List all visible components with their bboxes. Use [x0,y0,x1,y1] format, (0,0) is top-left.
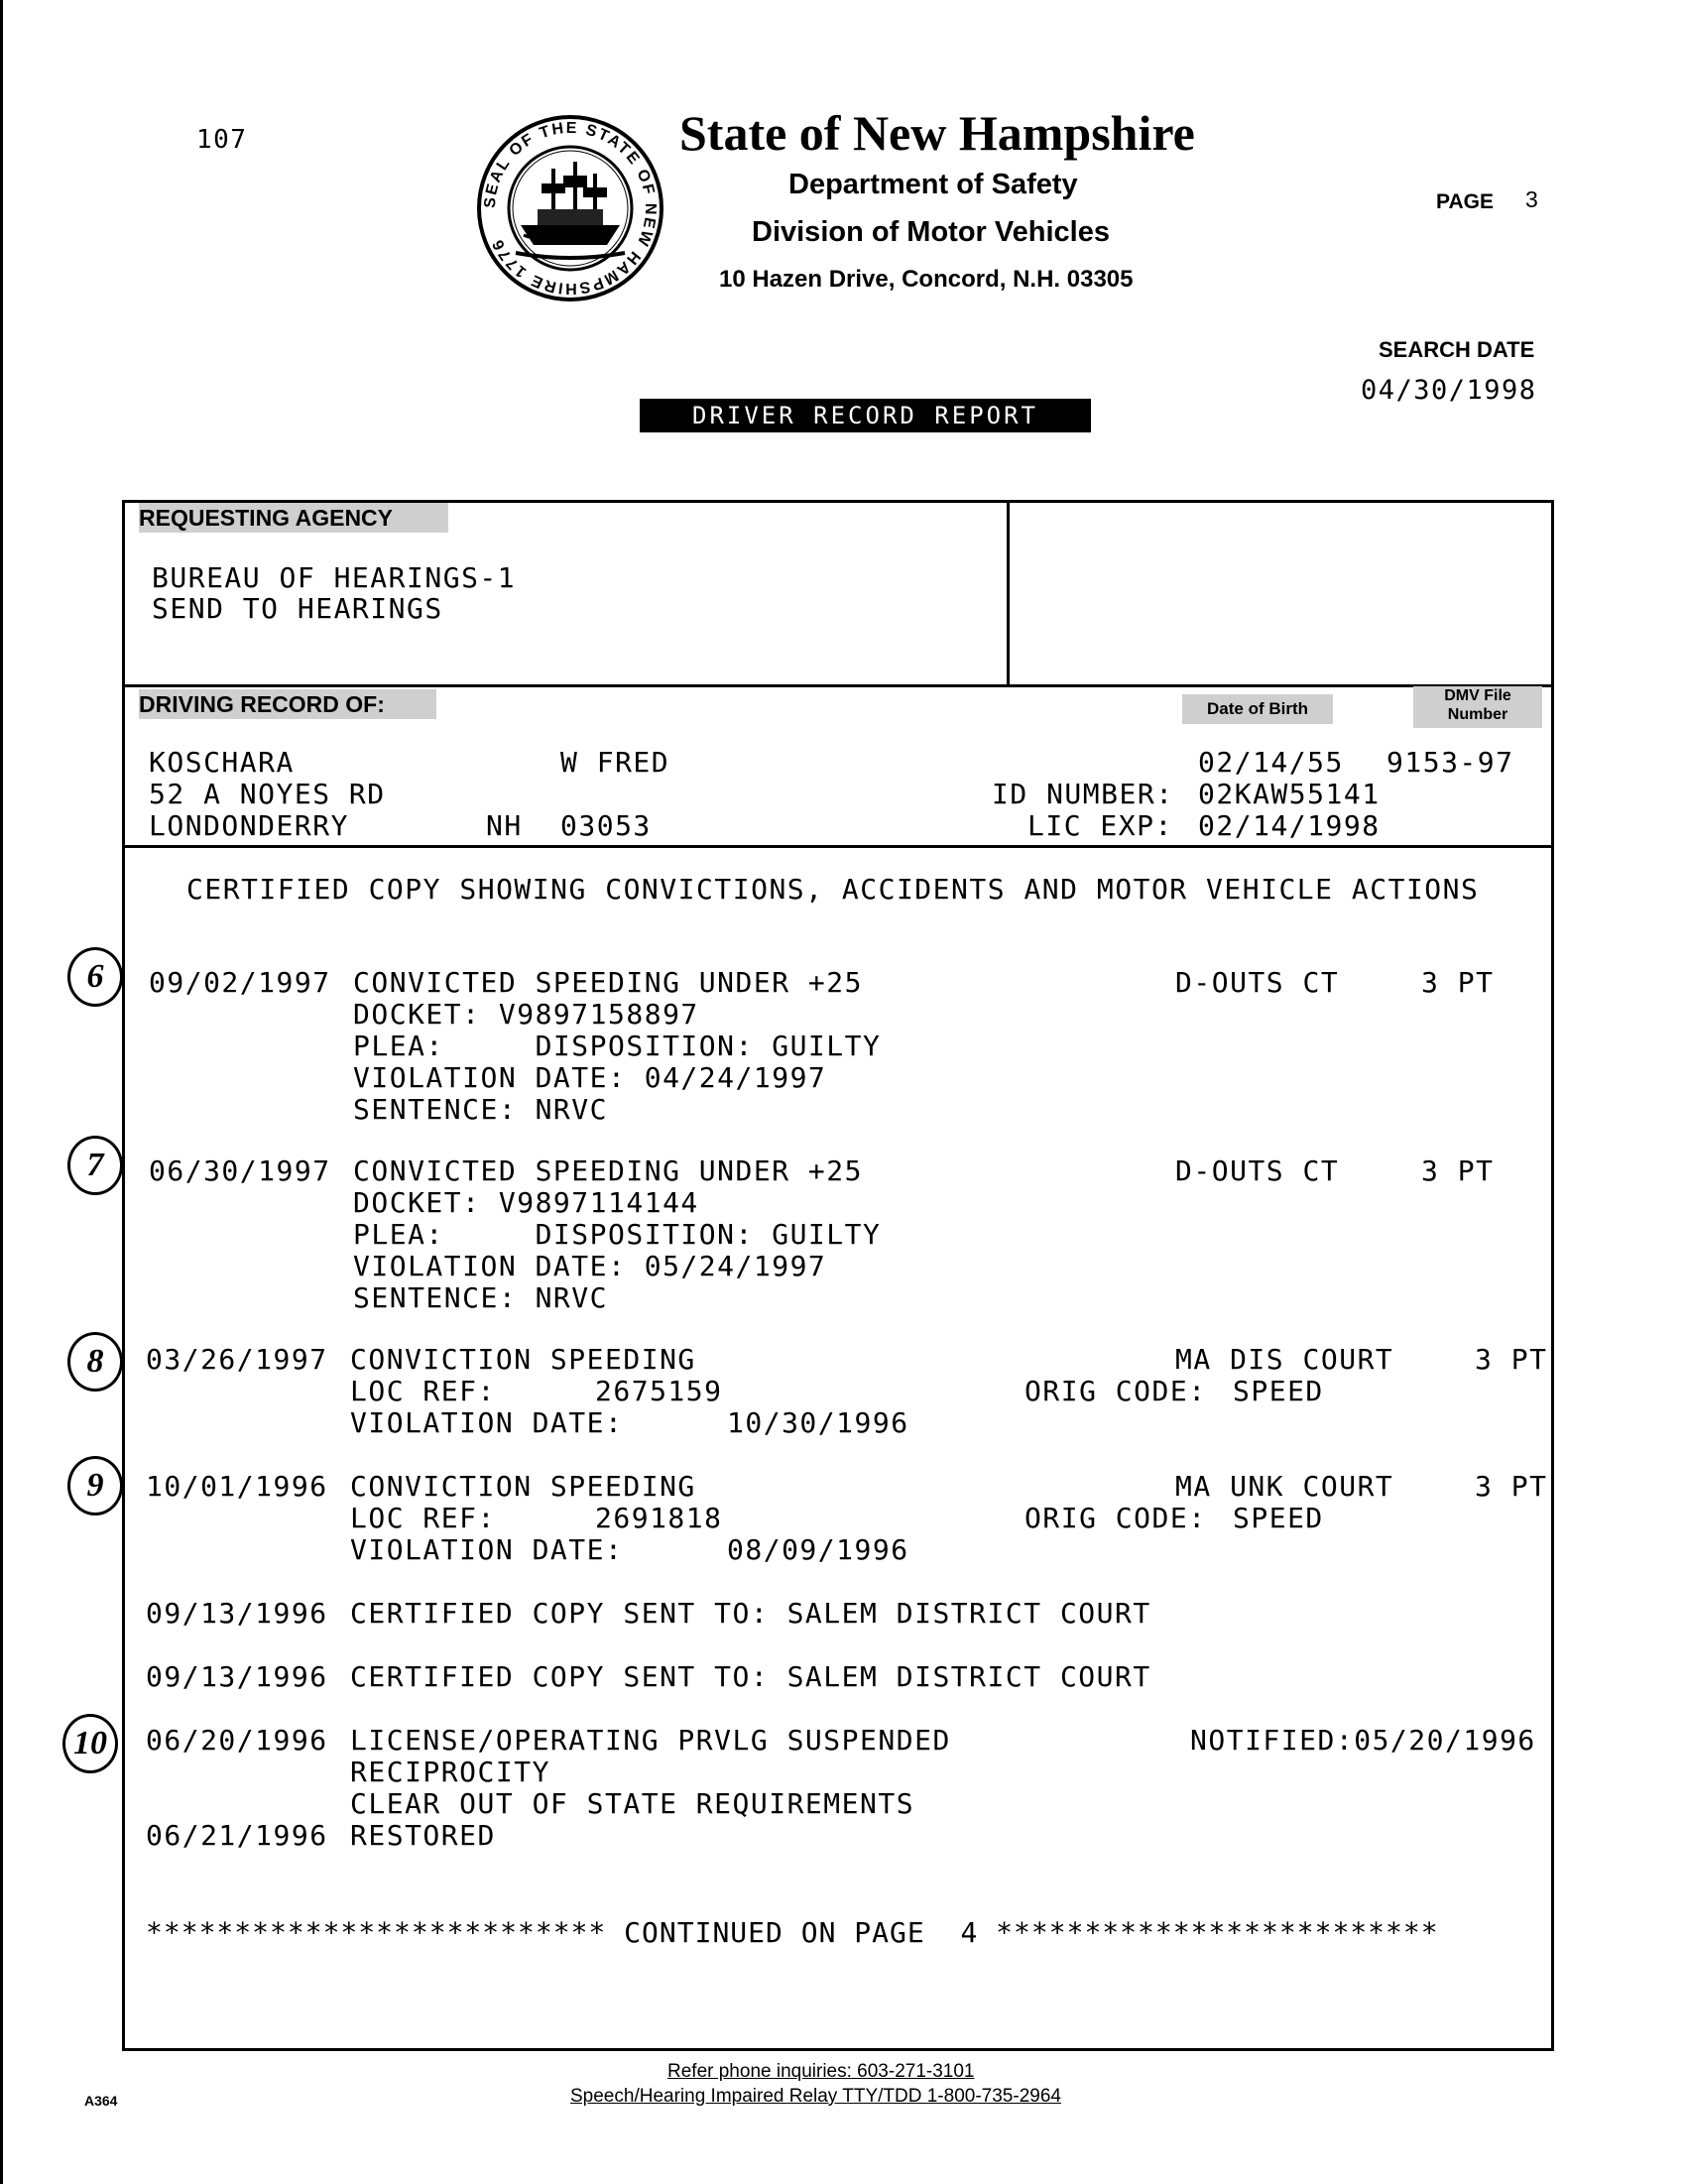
driver-last-name: KOSCHARA [149,746,295,779]
certified-copy-heading: CERTIFIED COPY SHOWING CONVICTIONS, ACCIDENTS AND MOTOR VEHICLE ACTIONS [186,873,1480,906]
driver-first-name: W FRED [560,746,670,779]
id-number: 02KAW55141 [1198,778,1381,810]
entry-docket: DOCKET: V9897114144 [353,1186,699,1219]
entry-points: 3 PT [1475,1343,1548,1376]
agency-address: 10 Hazen Drive, Concord, N.H. 03305 [719,266,1134,293]
driver-state: NH [486,809,523,842]
driver-file-number: 9153-97 [1386,746,1514,779]
violation-date: 10/30/1996 [727,1406,909,1439]
restored-date: 06/21/1996 [146,1819,328,1852]
division-name: Division of Motor Vehicles [752,216,1110,248]
restored-text: RESTORED [350,1819,496,1852]
phone-inquiries: Refer phone inquiries: 603-271-3101 [667,2061,975,2082]
entry-violation-date: VIOLATION DATE: 04/24/1997 [353,1061,827,1094]
section-divider-2 [122,845,1554,848]
dmv-file-label: DMV File Number [1413,686,1542,728]
agency-line-2: SEND TO HEARINGS [152,592,443,625]
lic-exp: 02/14/1998 [1198,809,1381,842]
entry-docket: DOCKET: V9897158897 [353,998,699,1031]
relay-info: Speech/Hearing Impaired Relay TTY/TDD 1-800-735-2964 [570,2086,1061,2107]
suspension-notified: NOTIFIED:05/20/1996 [1190,1724,1536,1757]
handwritten-mark: 8 [67,1332,123,1392]
state-seal-icon [476,114,664,303]
entry-plea: PLEA: DISPOSITION: GUILTY [353,1030,882,1062]
page-number: 3 [1525,186,1538,212]
suspension-date: 06/20/1996 [146,1724,328,1757]
search-date: 04/30/1998 [1361,375,1537,406]
orig-code: SPEED [1233,1375,1324,1407]
agency-divider [1007,500,1010,684]
section-divider-1 [122,684,1554,687]
department-name: Department of Safety [788,169,1078,200]
form-code: A364 [84,2093,118,2109]
orig-code-label: ORIG CODE: [1024,1502,1207,1534]
page-edge [0,0,3,2184]
entry-court: MA DIS COURT [1175,1343,1394,1376]
entry-court: D-OUTS CT [1175,1154,1340,1187]
orig-code-label: ORIG CODE: [1024,1375,1207,1407]
dob-label: Date of Birth [1182,694,1333,724]
driver-street: 52 A NOYES RD [149,778,386,810]
handwritten-mark: 7 [67,1136,123,1195]
suspension-requirement: CLEAR OUT OF STATE REQUIREMENTS [350,1787,915,1820]
entry-date: 03/26/1997 [146,1343,328,1376]
report-title-banner: DRIVER RECORD REPORT [640,399,1091,432]
agency-line-1: BUREAU OF HEARINGS-1 [152,561,517,594]
loc-ref-label: LOC REF: [350,1502,496,1534]
requesting-agency-label: REQUESTING AGENCY [139,503,448,533]
entry-sentence: SENTENCE: NRVC [353,1093,609,1126]
entry-date: 10/01/1996 [146,1470,328,1503]
suspension-text: LICENSE/OPERATING PRVLG SUSPENDED [350,1724,951,1757]
svg-text:SEAL OF THE STATE OF NEW HAMPS: SEAL OF THE STATE OF NEW HAMPSHIRE 1776 [481,119,660,298]
orig-code: SPEED [1233,1502,1324,1534]
entry-description: CONVICTION SPEEDING [350,1470,696,1503]
copy-sent-date: 09/13/1996 [146,1660,328,1693]
handwritten-mark: 6 [67,947,123,1007]
violation-date-label: VIOLATION DATE: [350,1406,624,1439]
entry-court: D-OUTS CT [1175,966,1340,999]
page-reference-number: 107 [196,125,248,155]
loc-ref-label: LOC REF: [350,1375,496,1407]
loc-ref: 2675159 [595,1375,723,1407]
entry-points: 3 PT [1475,1470,1548,1503]
continued-line: ************************** CONTINUED ON PAGE 4 ************************* [146,1916,1439,1949]
loc-ref: 2691818 [595,1502,723,1534]
copy-sent-text: CERTIFIED COPY SENT TO: SALEM DISTRICT COURT [350,1660,1151,1693]
violation-date: 08/09/1996 [727,1533,909,1566]
entry-points: 3 PT [1421,966,1495,999]
violation-date-label: VIOLATION DATE: [350,1533,624,1566]
entry-plea: PLEA: DISPOSITION: GUILTY [353,1218,882,1251]
state-title: State of New Hampshire [679,105,1195,161]
suspension-reason: RECIPROCITY [350,1756,550,1788]
entry-date: 06/30/1997 [149,1154,331,1187]
entry-sentence: SENTENCE: NRVC [353,1281,609,1314]
entry-points: 3 PT [1421,1154,1495,1187]
handwritten-mark: 10 [62,1714,118,1773]
driver-city: LONDONDERRY [149,809,349,842]
entry-description: CONVICTION SPEEDING [350,1343,696,1376]
handwritten-mark: 9 [67,1456,123,1516]
search-date-label: SEARCH DATE [1379,337,1535,362]
entry-court: MA UNK COURT [1175,1470,1394,1503]
driving-record-label: DRIVING RECORD OF: [139,689,436,719]
copy-sent-date: 09/13/1996 [146,1597,328,1630]
entry-description: CONVICTED SPEEDING UNDER +25 [353,966,864,999]
lic-exp-label: LIC EXP: [1027,809,1173,842]
copy-sent-text: CERTIFIED COPY SENT TO: SALEM DISTRICT COURT [350,1597,1151,1630]
page-label: PAGE [1436,190,1494,213]
entry-violation-date: VIOLATION DATE: 05/24/1997 [353,1250,827,1282]
id-number-label: ID NUMBER: [992,778,1174,810]
driver-dob: 02/14/55 [1198,746,1344,779]
entry-description: CONVICTED SPEEDING UNDER +25 [353,1154,864,1187]
driver-zip: 03053 [560,809,652,842]
entry-date: 09/02/1997 [149,966,331,999]
